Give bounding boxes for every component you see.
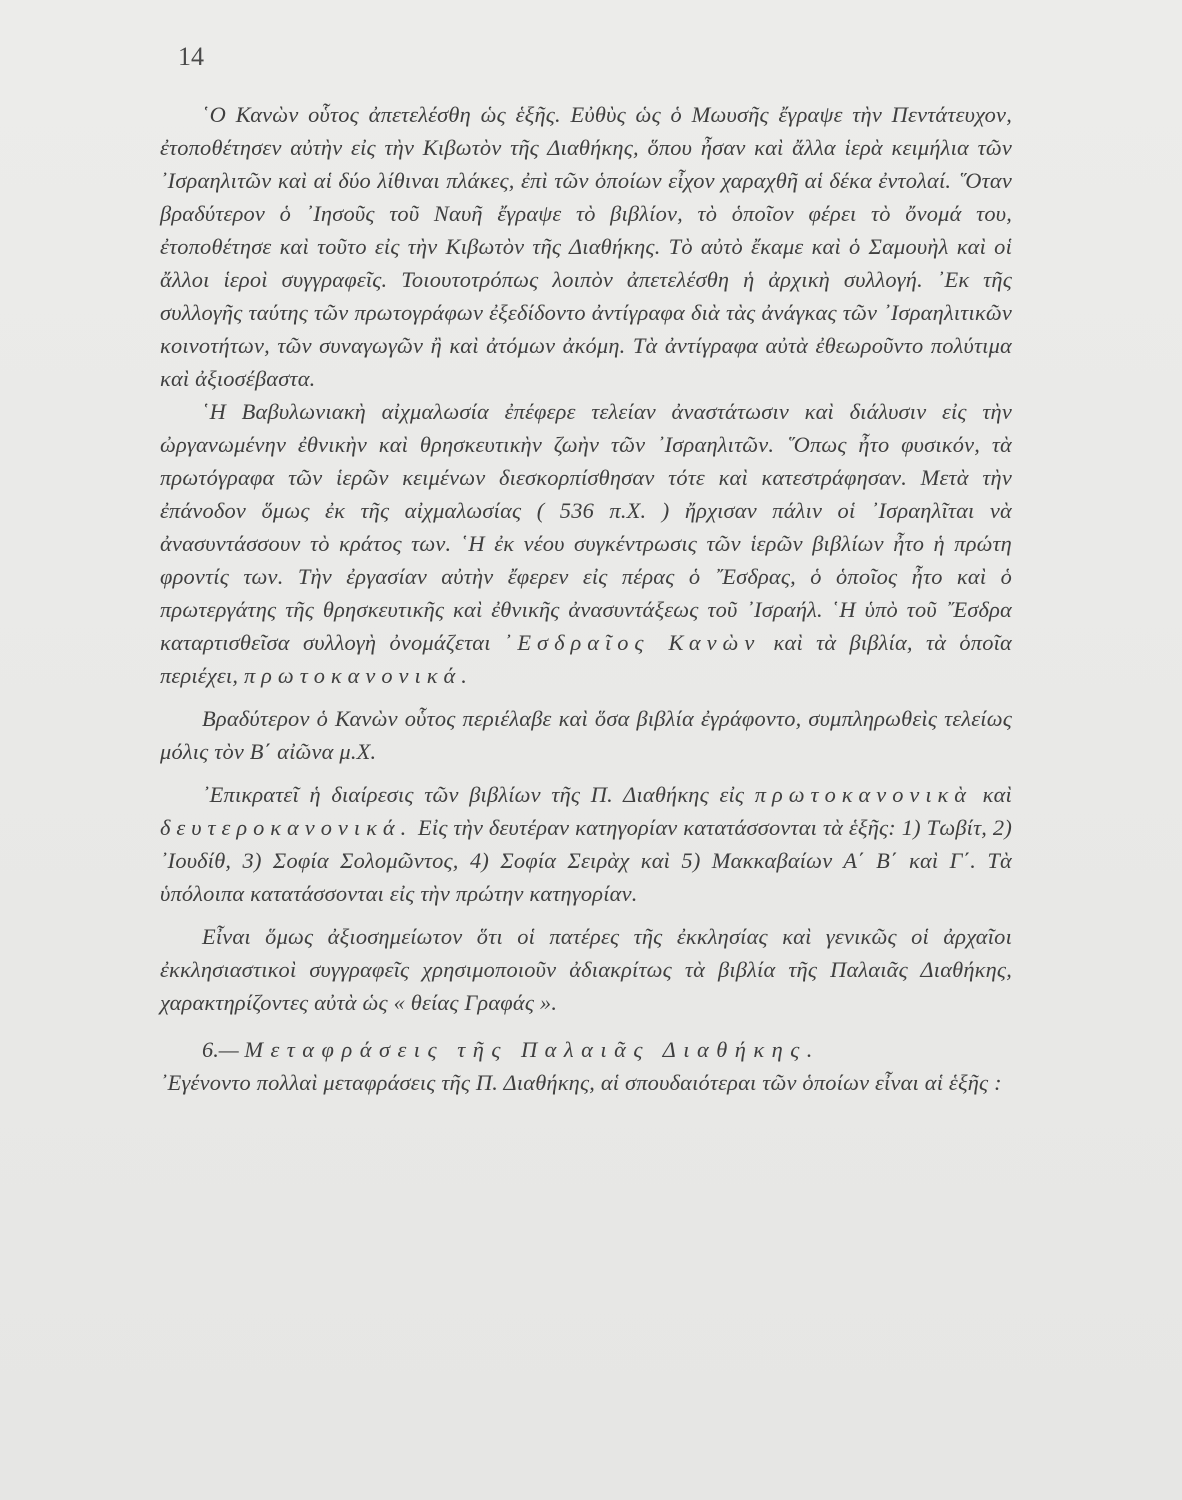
term-protocanonical: πρωτοκανονικά. bbox=[243, 663, 473, 688]
paragraph-babylonian-captivity bbox=[160, 395, 1012, 692]
paragraph-text: καὶ bbox=[982, 782, 1012, 807]
term-deuterocanonical: δευτεροκανονικά. bbox=[160, 815, 413, 840]
paragraph-translations-intro: ᾿Εγένοντο πολλαὶ μεταφράσεις τῆς Π. Διαθήκης, αἱ σπουδαιότεραι τῶν ὁποίων εἶναι αἱ ἑξῆς : bbox=[160, 1070, 1002, 1095]
paragraph-text: Εἰς τὴν δευτέραν κατηγορίαν κατατάσσονται τὰ ἑξῆς: 1) Τωβίτ, 2) ᾿Ιουδίθ, 3) Σοφία Σολομῶντος, 4) Σοφία Σειρὰχ καὶ 5) Μακκαβαίων Α΄ Β΄ καὶ Γ΄. Τὰ ὑπόλοιπα κατατάσσονται εἰς τὴν πρώτην κατηγορίαν. bbox=[160, 815, 1012, 906]
paragraph-fathers-usage: Εἶναι ὅμως ἀξιοσημείωτον ὅτι οἱ πατέρες τῆς ἐκκλησίας καὶ γενικῶς οἱ ἀρχαῖοι ἐκκλησιαστικοὶ συγγραφεῖς χρησιμοποιοῦν ἀδιακρίτως τὰ βιβλία τῆς Παλαιᾶς Διαθήκης, χαρακτηρίζοντες αὐτὰ ὡς « θείας Γραφάς ». bbox=[160, 924, 1012, 1015]
paragraph-canon-formation: ῾Ο Κανὼν οὗτος ἀπετελέσθη ὡς ἑξῆς. Εὐθὺς ὡς ὁ Μωυσῆς ἔγραψε τὴν Πεντάτευχον, ἐτοποθέτησεν αὐτὴν εἰς τὴν Κιβωτὸν τῆς Διαθήκης, ὅπου ἦσαν καὶ ἄλλα ἱερὰ κειμήλια τῶν ᾿Ισραηλιτῶν καὶ αἱ δύο λίθιναι πλάκες, ἐπὶ τῶν ὁποίων εἶχον χαραχθῆ αἱ δέκα ἐντολαί. ῞Οταν βραδύτερον ὁ ᾿Ιησοῦς τοῦ Ναυῆ ἔγραψε τὸ βιβλίον, τὸ ὁποῖον φέρει τὸ ὄνομά του, ἐτοποθέτησε καὶ τοῦτο εἰς τὴν Κιβωτὸν τῆς Διαθήκης. Τὸ αὐτὸ ἔκαμε καὶ ὁ Σαμουὴλ καὶ οἱ ἄλλοι ἱεροὶ συγγραφεῖς. Τοιουτοτρόπως λοιπὸν ἀπετελέσθη ἡ ἀρχικὴ συλλογή. ᾿Εκ τῆς συλλογῆς ταύτης τῶν πρωτογράφων ἐξεδίδοντο ἀντίγραφα διὰ τὰς ἀνάγκας τῶν ᾿Ισραηλιτικῶν κοινοτήτων, τῶν συναγωγῶν ἢ καὶ ἀτόμων ἀκόμη. Τὰ ἀντίγραφα αὐτὰ ἐθεωροῦντο πολύτιμα καὶ ἀξιοσέβαστα. bbox=[160, 102, 1012, 391]
paragraph-canon-completion: Βραδύτερον ὁ Κανὼν οὗτος περιέλαβε καὶ ὅσα βιβλία ἐγράφοντο, συμπληρωθεὶς τελείως μόλις τὸν Β΄ αἰῶνα μ.Χ. bbox=[160, 706, 1012, 764]
paragraph-division bbox=[160, 778, 1012, 910]
body-text bbox=[160, 98, 1012, 1099]
page-number: 14 bbox=[178, 42, 204, 71]
term-protocanonical: πρωτοκανονικὰ bbox=[754, 782, 973, 807]
section-number: 6.— bbox=[202, 1037, 239, 1062]
paragraph-text: ᾿Επικρατεῖ ἡ διαίρεσις τῶν βιβλίων τῆς Π. Διαθήκης εἰς bbox=[202, 782, 745, 807]
term-esdras-canon: ᾿Εσδραῖος Κανὼν bbox=[503, 630, 761, 655]
paragraph-text: καὶ τὰ βιβλία, τὰ ὁποῖα περιέχει, bbox=[160, 630, 1012, 688]
section-title: Μεταφράσεις τῆς Παλαιᾶς Διαθήκης. bbox=[244, 1037, 820, 1062]
section-heading bbox=[160, 1033, 1012, 1066]
paragraph-text: ῾Η Βαβυλωνιακὴ αἰχμαλωσία ἐπέφερε τελείαν ἀναστάτωσιν καὶ διάλυσιν εἰς τὴν ὠργανωμένην ἐθνικὴν καὶ θρησκευτικὴν ζωὴν τῶν ᾿Ισραηλιτῶν. ῞Οπως ἦτο φυσικόν, τὰ πρωτόγραφα τῶν ἱερῶν κειμένων διεσκορπίσθησαν τότε καὶ κατεστράφησαν. Μετὰ τὴν ἐπάνοδον ὅμως ἐκ τῆς αἰχμαλωσίας ( 536 π.Χ. ) ἤρχισαν πάλιν οἱ ᾿Ισραηλῖται νὰ ἀνασυντάσσουν τὸ κράτος των. ῾Η ἐκ νέου συγκέντρωσις τῶν ἱερῶν βιβλίων ἦτο ἡ πρώτη φροντίς των. Τὴν ἐργασίαν αὐτὴν ἔφερεν εἰς πέρας ὁ ῎Εσδρας, ὁ ὁποῖος ἦτο καὶ ὁ πρωτεργάτης τῆς θρησκευτικῆς καὶ ἐθνικῆς ἀνασυντάξεως τοῦ ᾿Ισραήλ. ῾Η ὑπὸ τοῦ ῎Εσδρα καταρτισθεῖσα συλλογὴ ὀνομάζεται bbox=[160, 399, 1012, 655]
